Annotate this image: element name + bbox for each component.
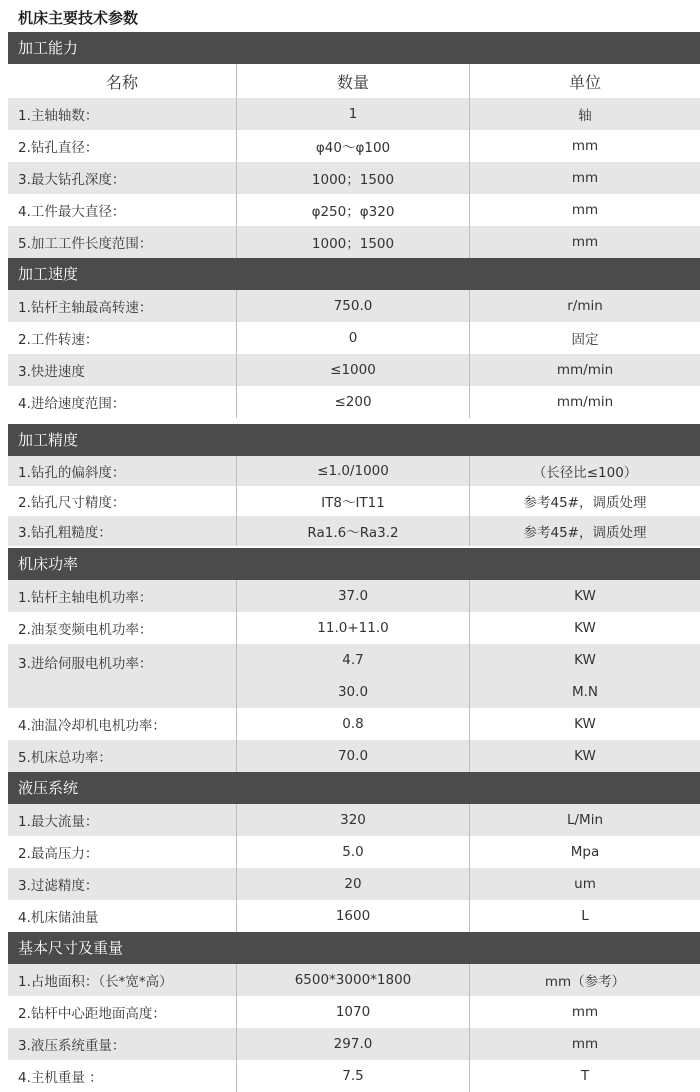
param-name: 5.加工工件长度范围： (8, 226, 237, 258)
param-name: 3.最大钻孔深度： (8, 162, 237, 194)
param-name: 1.钻孔的偏斜度： (8, 456, 237, 486)
param-unit: （长径比≤100） (532, 465, 638, 481)
table-row (8, 456, 700, 486)
param-value: 1600 (237, 900, 470, 932)
param-value: 320 (237, 804, 470, 836)
param-name: 4.进给速度范围： (8, 386, 237, 418)
table-row (8, 580, 700, 612)
param-value: 70.0 (237, 740, 470, 772)
param-name: 3.过滤精度： (8, 868, 237, 900)
param-name: 2.钻孔尺寸精度： (8, 486, 237, 516)
table-row (8, 708, 700, 740)
param-unit: mm/min (556, 394, 614, 410)
param-unit: KW (574, 588, 596, 604)
table-row (8, 868, 700, 900)
param-name: 3.进给伺服电机功率： (8, 644, 237, 708)
param-unit: KW (574, 716, 596, 732)
param-unit: 参考45#，调质处理 (523, 525, 647, 541)
param-unit: mm (571, 1036, 599, 1052)
table-row (8, 516, 700, 546)
param-value: IT8～IT11 (237, 486, 470, 516)
param-name: 2.钻杆中心距地面高度： (8, 996, 237, 1028)
table-row (8, 486, 700, 516)
param-value: 1 (237, 98, 470, 130)
param-name: 1.钻杆主轴电机功率： (8, 580, 237, 612)
param-name: 3.液压系统重量： (8, 1028, 237, 1060)
table-row (8, 612, 700, 644)
param-unit: 参考45#，调质处理 (523, 495, 647, 511)
table-row (8, 194, 700, 226)
param-value: 1000；1500 (237, 226, 470, 258)
table-row (8, 162, 700, 194)
param-unit: mm (571, 202, 599, 218)
table-row (8, 226, 700, 258)
table-row (8, 804, 700, 836)
param-name: 2.油泵变频电机功率： (8, 612, 237, 644)
table-row (8, 1028, 700, 1060)
param-name: 1.最大流量： (8, 804, 237, 836)
section-header: 机床功率 (8, 548, 700, 580)
param-value: φ40～φ100 (237, 130, 470, 162)
param-unit-line: M.N (571, 684, 599, 700)
param-name: 4.机床储油量 (8, 900, 237, 932)
table-row (8, 644, 700, 708)
param-value (237, 644, 470, 708)
param-value: Ra1.6～Ra3.2 (237, 516, 470, 546)
param-value: ≤1000 (237, 354, 470, 386)
page-title: 机床主要技术参数 (18, 9, 139, 27)
table-row (8, 290, 700, 322)
param-name: 3.快进速度 (8, 354, 237, 386)
param-value: ≤200 (237, 386, 470, 418)
param-value: 5.0 (237, 836, 470, 868)
param-unit: Mpa (570, 844, 600, 860)
param-unit: um (574, 876, 596, 892)
section-header: 基本尺寸及重量 (8, 932, 700, 964)
param-value: 297.0 (237, 1028, 470, 1060)
param-unit: KW (574, 748, 596, 764)
param-unit: 轴 (578, 108, 592, 124)
param-value: 7.5 (237, 1060, 470, 1092)
param-value: 1000；1500 (237, 162, 470, 194)
table-row (8, 964, 700, 996)
table-row (8, 996, 700, 1028)
param-unit (470, 644, 700, 708)
param-name: 1.占地面积：（长*宽*高） (8, 964, 237, 996)
table-row (8, 1060, 700, 1092)
param-unit: L (581, 908, 589, 924)
param-value: 6500*3000*1800 (237, 964, 470, 996)
section-header: 加工速度 (8, 258, 700, 290)
param-name: 4.油温冷却机电机功率： (8, 708, 237, 740)
param-value: 37.0 (237, 580, 470, 612)
param-unit: mm (571, 234, 599, 250)
param-value-line: 30.0 (337, 684, 369, 700)
table-row (8, 836, 700, 868)
param-value-line: 4.7 (342, 652, 364, 668)
param-unit: KW (574, 620, 596, 636)
param-name: 2.最高压力： (8, 836, 237, 868)
param-value: 0.8 (237, 708, 470, 740)
column-header-unit: 单位 (568, 72, 601, 92)
param-unit: T (580, 1068, 590, 1084)
column-header-quantity: 数量 (237, 64, 470, 98)
param-unit: mm/min (556, 362, 614, 378)
table-row (8, 98, 700, 130)
table-row (8, 130, 700, 162)
param-value: 750.0 (237, 290, 470, 322)
param-unit: mm (571, 1004, 599, 1020)
param-unit: r/min (567, 298, 603, 314)
param-value: 0 (237, 322, 470, 354)
table-row (8, 354, 700, 386)
param-unit: mm (571, 170, 599, 186)
table-row (8, 322, 700, 354)
param-name: 4.主机重量 ： (8, 1060, 237, 1092)
column-header-row (8, 64, 700, 98)
table-row (8, 900, 700, 932)
param-value: 20 (237, 868, 470, 900)
param-value: 11.0+11.0 (237, 612, 470, 644)
column-header-name: 名称 (8, 64, 237, 98)
param-name: 1.钻杆主轴最高转速： (8, 290, 237, 322)
param-name: 2.钻孔直径： (8, 130, 237, 162)
param-name: 3.钻孔粗糙度： (8, 516, 237, 546)
table-row (8, 386, 700, 418)
table-row (8, 740, 700, 772)
param-value: φ250；φ320 (237, 194, 470, 226)
section-header: 加工能力 (8, 32, 700, 64)
param-unit: 固定 (571, 332, 599, 348)
param-name: 1.主轴轴数： (8, 98, 237, 130)
param-name: 4.工件最大直径： (8, 194, 237, 226)
param-value: 1070 (237, 996, 470, 1028)
param-name: 2.工件转速： (8, 322, 237, 354)
param-unit-line: KW (574, 652, 596, 668)
section-header: 液压系统 (8, 772, 700, 804)
param-value: ≤1.0/1000 (237, 456, 470, 486)
param-unit: mm（参考） (544, 974, 626, 990)
param-unit: L/Min (566, 812, 604, 828)
section-header: 加工精度 (8, 424, 700, 456)
param-unit: mm (571, 138, 599, 154)
param-name: 5.机床总功率： (8, 740, 237, 772)
